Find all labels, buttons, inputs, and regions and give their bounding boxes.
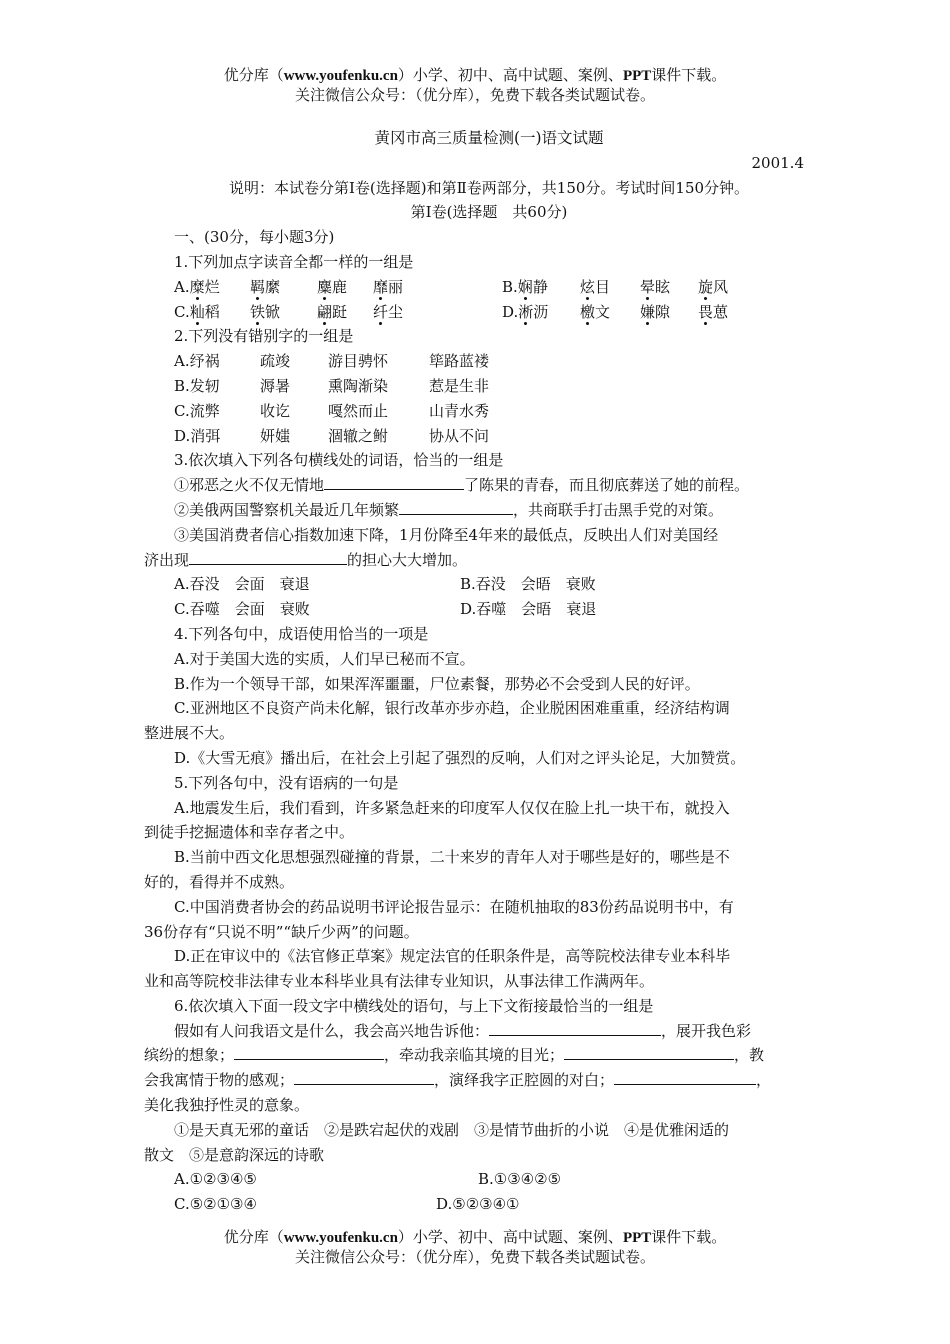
q1-option-b: B.娴静: [502, 277, 548, 296]
answer-blank: [234, 1045, 384, 1060]
q1-option-a-word: 羁縻: [250, 277, 281, 296]
answer-blank: [294, 1070, 434, 1085]
q5-option-c: C.中国消费者协会的药品说明书评论报告显示：在随机抽取的83份药品说明书中，有: [174, 897, 734, 916]
q1-option-c-word: 纤尘: [373, 302, 404, 321]
answer-blank: [564, 1045, 734, 1060]
bottom-footer-line2: 关注微信公众号：（优分库），免费下载各类试题试卷。: [294, 1248, 655, 1266]
q4-option-a: A.对于美国大选的实质，人们早已秘而不宣。: [174, 649, 475, 668]
q3-row-ab: [174, 572, 804, 597]
q5-option-b: B.当前中西文化思想强烈碰撞的背景，二十来岁的青年人对于哪些是好的，哪些是不: [174, 848, 730, 867]
q3-stem: 3.依次填入下列各句横线处的词语，恰当的一组是: [174, 451, 504, 470]
q6-choices-cont: 散文 ⑤是意韵深远的诗歌: [144, 1145, 325, 1164]
header-text: PPT: [622, 68, 652, 84]
q6-option-b: B.①③④②⑤: [478, 1170, 562, 1189]
q6-passage-1: 假如有人问我语文是什么，我会高兴地告诉他： ，展开我色彩: [174, 1021, 752, 1040]
section-heading: 一、(30分，每小题3分): [174, 228, 335, 247]
q1-option-d-word: 檄文: [580, 302, 611, 321]
q1-stem: 1.下列加点字读音全都一样的一组是: [174, 252, 414, 271]
q1-option-d-word: 畏葸: [698, 302, 729, 321]
q4-option-b: B.作为一个领导干部，如果浑浑噩噩，尸位素餐，那势必不会受到人民的好评。: [174, 674, 700, 693]
q6-option-d: D.⑤②③④①: [436, 1195, 520, 1214]
q6-passage-3: 会我寓情于物的感观； ，演绎我字正腔圆的对白； ，: [144, 1071, 772, 1090]
q3-sentence-3b: 济出现 的担心大大增加。: [144, 550, 468, 569]
q1-option-c-word: 铁锨: [250, 302, 281, 321]
q2-option-d: D.消弭 妍媸 涸辙之鲋 协从不问: [174, 426, 490, 445]
q3-option-c: C.吞噬 会面 衰败: [174, 600, 310, 619]
q3-option-b: B.吞没 会晤 衰败: [460, 575, 596, 594]
q4-option-c: C.亚洲地区不良资产尚未化解，银行改革亦步亦趋，企业脱困困难重重，经济结构调: [174, 699, 730, 718]
q6-choices: ①是天真无邪的童话 ②是跌宕起伏的戏剧 ③是情节曲折的小说 ④是优雅闲适的: [174, 1120, 730, 1139]
q5-option-b-cont: 好的，看得并不成熟。: [144, 872, 295, 891]
q3-option-a: A.吞没 会面 衰退: [174, 575, 310, 594]
bottom-footer-line1: 优分库（www.youfenku.cn）小学、初中、高中试题、案例、PPT课件下载。: [223, 1228, 727, 1246]
q6-stem: 6.依次填入下面一段文字中横线处的语句，与上下文衔接最恰当的一组是: [174, 996, 654, 1015]
q5-option-a: A.地震发生后，我们看到，许多紧急赶来的印度军人仅仅在脸上扎一块干布，就投入: [174, 798, 730, 817]
q2-option-c: C.流弊 收讫 嘎然而止 山青水秀: [174, 401, 490, 420]
q1-option-c-word: 翩跹: [317, 302, 348, 321]
q3-row-cd: [174, 597, 804, 622]
q1-option-a: A.糜烂: [174, 277, 220, 296]
q4-option-c-cont: 整进展不大。: [144, 724, 235, 743]
part1-title: 第Ⅰ卷(选择题 共60分): [410, 203, 568, 222]
q6-passage-4: 美化我独抒性灵的意象。: [144, 1096, 310, 1115]
answer-blank: [399, 500, 513, 515]
q1-option-d: D.淅沥: [502, 302, 549, 321]
exam-date: 2001.4: [751, 153, 804, 172]
answer-blank: [614, 1070, 756, 1085]
q5-option-d: D.正在审议中的《法官修正草案》规定法官的任职条件是，高等院校法律专业本科毕: [174, 947, 731, 966]
q3-sentence-1: ①邪恶之火不仅无情地 了陈果的青春，而且彻底葬送了她的前程。: [174, 476, 750, 495]
q6-row-ab: [174, 1167, 804, 1192]
q2-option-a: A.纾祸 疏竣 游目骋怀 筚路蓝褛: [174, 352, 490, 371]
header-text: 课件下载。: [651, 66, 727, 84]
q2-option-b: B.发轫 溽暑 熏陶渐染 惹是生非: [174, 376, 490, 395]
q6-row-cd: [174, 1192, 804, 1217]
header-text: 优分库（: [223, 66, 284, 84]
answer-blank: [489, 1021, 661, 1036]
q1-option-b-word: 炫目: [580, 277, 611, 296]
top-header-line1: [0, 66, 950, 86]
q3-option-d: D.吞噬 会晤 衰退: [460, 600, 597, 619]
q1-option-d-word: 嫌隙: [640, 302, 671, 321]
q3-sentence-2: ②美俄两国警察机关最近几年频繁 ，共商联手打击黑手党的对策。: [174, 500, 724, 519]
q1-option-b-word: 晕眩: [640, 277, 671, 296]
q5-option-c-cont: 36份存有“只说不明”“缺斤少两”的问题。: [144, 922, 419, 941]
q6-passage-2: 缤纷的想象； ，牵动我亲临其境的目光； ，教: [144, 1046, 765, 1065]
q1-option-c: C.籼稻: [174, 302, 220, 321]
exam-note: 说明：本试卷分第Ⅰ卷(选择题)和第Ⅱ卷两部分，共150分。考试时间150分钟。: [228, 178, 750, 197]
q3-sentence-3a: ③美国消费者信心指数加速下降，1月份降至4年来的最低点，反映出人们对美国经: [174, 525, 719, 544]
q1-option-a-word: 麋鹿: [317, 277, 348, 296]
answer-blank: [324, 475, 464, 490]
q1-row-cd: [174, 300, 804, 325]
q4-stem: 4.下列各句中，成语使用恰当的一项是: [174, 624, 429, 643]
q6-option-c: C.⑤②①③④: [174, 1195, 257, 1214]
q2-stem: 2.下列没有错别字的一组是: [174, 327, 354, 346]
answer-blank: [189, 550, 347, 565]
exam-content: [144, 124, 804, 1217]
exam-title: 黄冈市高三质量检测(一)语文试题: [374, 129, 604, 147]
q4-option-d: D.《大雪无痕》播出后，在社会上引起了强烈的反响，人们对之评头论足，大加赞赏。: [174, 748, 746, 767]
top-header-line2: 关注微信公众号：（优分库），免费下载各类试题试卷。: [294, 86, 655, 104]
q1-option-b-word: 旋风: [698, 277, 729, 296]
header-text: ）小学、初中、高中试题、案例、: [397, 66, 623, 84]
q5-option-d-cont: 业和高等院校非法律专业本科毕业具有法律专业知识，从事法律工作满两年。: [144, 972, 655, 991]
q1-row-ab: [174, 275, 804, 300]
q5-stem: 5.下列各句中，没有语病的一句是: [174, 773, 399, 792]
q6-option-a: A.①②③④⑤: [174, 1170, 257, 1189]
header-url: www.youfenku.cn: [283, 68, 398, 84]
q1-option-a-word: 靡丽: [373, 277, 404, 296]
q5-option-a-cont: 到徒手挖掘遗体和幸存者之中。: [144, 823, 355, 842]
